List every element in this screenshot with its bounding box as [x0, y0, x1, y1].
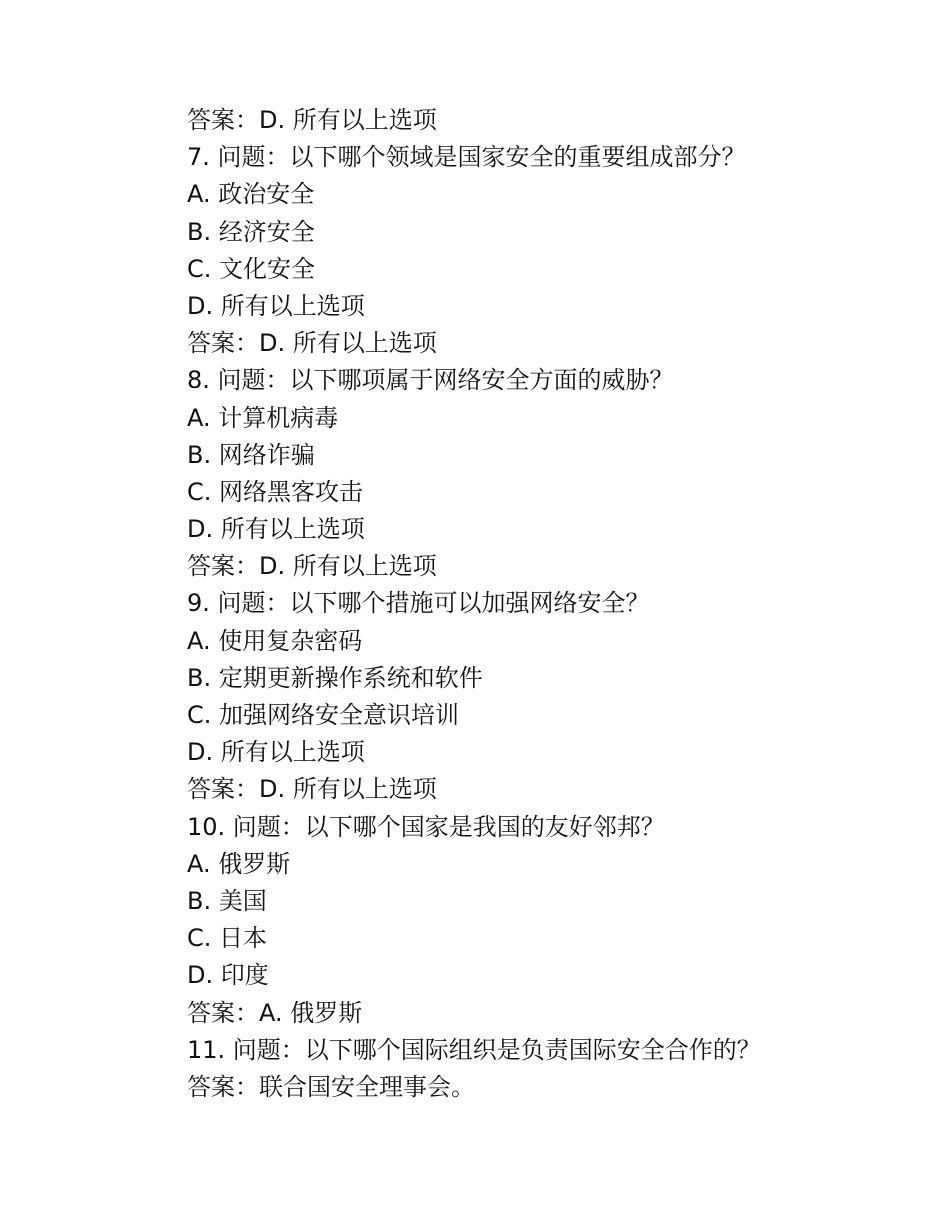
- option-line: D. 所有以上选项: [187, 291, 365, 320]
- answer-line: 答案：A. 俄罗斯: [187, 998, 363, 1027]
- option-line: C. 网络黑客攻击: [187, 477, 364, 506]
- option-line: A. 俄罗斯: [187, 849, 291, 878]
- option-line: B. 美国: [187, 886, 267, 915]
- question-7: 7. 问题：以下哪个领域是国家安全的重要组成部分？: [187, 143, 746, 172]
- question-10: 10. 问题：以下哪个国家是我国的友好邻邦？: [187, 812, 665, 841]
- option-line: B. 网络诈骗: [187, 440, 315, 469]
- option-line: C. 文化安全: [187, 254, 316, 283]
- option-line: D. 所有以上选项: [187, 515, 365, 544]
- option-line: D. 所有以上选项: [187, 738, 365, 767]
- answer-line: 答案：D. 所有以上选项: [187, 329, 437, 358]
- option-line: C. 加强网络安全意识培训: [187, 701, 460, 729]
- question-11: 11. 问题：以下哪个国际组织是负责国际安全合作的？: [187, 1035, 761, 1064]
- option-line: B. 定期更新操作系统和软件: [187, 663, 483, 692]
- option-line: D. 印度: [187, 961, 269, 990]
- option-line: B. 经济安全: [187, 217, 315, 246]
- answer-line: 答案：联合国安全理事会。: [187, 1072, 475, 1101]
- answer-line: 答案：D. 所有以上选项: [187, 552, 437, 581]
- answer-line: 答案：D. 所有以上选项: [187, 775, 437, 804]
- question-9: 9. 问题：以下哪个措施可以加强网络安全？: [187, 589, 650, 618]
- answer-line: 答案：D. 所有以上选项: [187, 106, 437, 134]
- document-page: [187, 102, 887, 1106]
- option-line: A. 政治安全: [187, 180, 315, 209]
- question-8: 8. 问题：以下哪项属于网络安全方面的威胁？: [187, 366, 674, 395]
- option-line: A. 使用复杂密码: [187, 626, 363, 655]
- option-line: A. 计算机病毒: [187, 403, 339, 432]
- option-line: C. 日本: [187, 924, 268, 953]
